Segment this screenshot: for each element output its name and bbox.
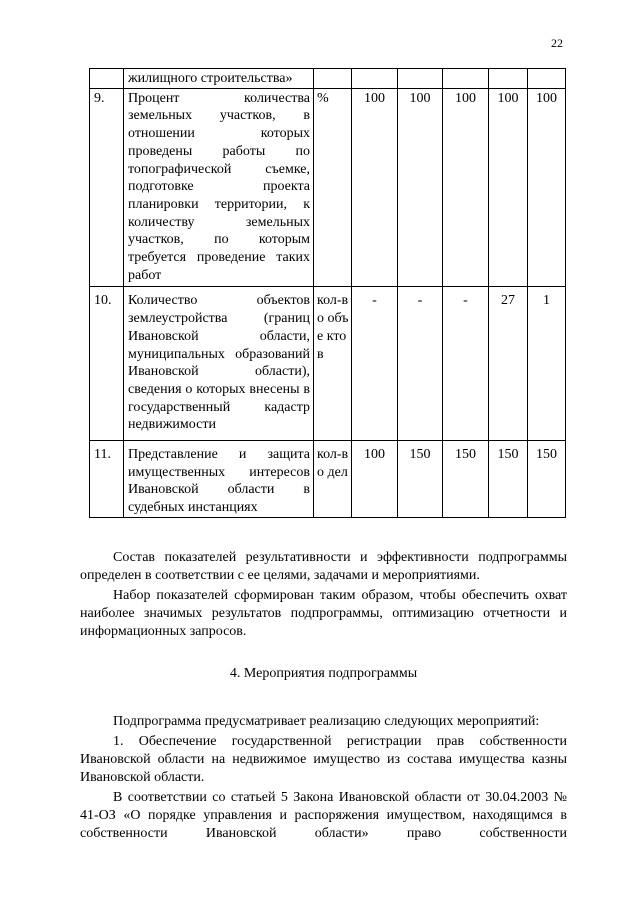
- row-number: 10.: [90, 287, 124, 441]
- table-row: [90, 69, 566, 89]
- paragraph: Состав показателей результативности и эффективности подпрограммы определен в соответствии с ее целями, задачами и мероприятиями.: [80, 550, 567, 583]
- indicator-value: 100: [528, 88, 566, 287]
- indicator-value: [443, 69, 489, 89]
- indicator-description: Представление и защита имущественных интересов Ивановской области в судебных инстанциях: [124, 441, 314, 518]
- paragraph: Подпрограмма предусматривает реализацию следующих мероприятий:: [113, 714, 540, 729]
- indicator-unit: кол-во дел: [314, 441, 352, 518]
- body-text: [80, 549, 567, 843]
- indicator-value: 100: [352, 88, 398, 287]
- section-title: 4. Мероприятия подпрограммы: [229, 666, 418, 681]
- paragraph: Набор показателей сформирован таким образом, чтобы обеспечить охват наиболее значимых результатов подпрограммы, оптимизацию отчетности и информационных запросов.: [80, 588, 567, 639]
- paragraph: 1. Обеспечение государственной регистрации прав собственности Ивановской области на недвижимое имущество из состава имущества казны Ивановской области.: [80, 734, 567, 785]
- indicator-value: 150: [443, 441, 489, 518]
- indicator-unit: кол-во объе ктов: [314, 287, 352, 441]
- indicator-value: [398, 69, 443, 89]
- table-row: [90, 88, 566, 287]
- indicator-value: 100: [352, 441, 398, 518]
- indicator-description: Процент количества земельных участков, в отношении которых проведены работы по топографической съемке, подготовке проекта планировки территории, к количеству земельных участков, по которым требуется проведение таких работ: [124, 88, 314, 287]
- table-row: [90, 287, 566, 441]
- indicator-description: Количество объектов землеустройства (границ Ивановской области, муниципальных образований Ивановской области), сведения о которых внесены в государственный кадастр недвижимости: [124, 287, 314, 441]
- paragraph: В соответствии со статьей 5 Закона Ивановской области от 30.04.2003 № 41-ОЗ «О порядке управления и распоряжения имуществом, находящимся в собственности Ивановской области» право собственности: [80, 790, 567, 841]
- row-number: 11.: [90, 441, 124, 518]
- indicator-value: 100: [443, 88, 489, 287]
- indicator-unit: [314, 69, 352, 89]
- page-number: 22: [551, 36, 563, 50]
- row-number: 9.: [90, 88, 124, 287]
- indicator-value: 1: [528, 287, 566, 441]
- indicator-value: 150: [528, 441, 566, 518]
- indicator-value: 100: [398, 88, 443, 287]
- indicator-value: 150: [489, 441, 528, 518]
- indicator-value: [352, 69, 398, 89]
- indicators-table: [89, 68, 566, 518]
- indicator-value: -: [443, 287, 489, 441]
- indicator-unit: %: [314, 88, 352, 287]
- row-number: [90, 69, 124, 89]
- indicator-value: [489, 69, 528, 89]
- indicator-value: 100: [489, 88, 528, 287]
- indicator-value: 27: [489, 287, 528, 441]
- indicator-value: 150: [398, 441, 443, 518]
- indicator-value: -: [398, 287, 443, 441]
- indicator-description: жилищного строительства»: [124, 69, 314, 89]
- indicator-value: [528, 69, 566, 89]
- table-row: [90, 441, 566, 518]
- indicator-value: -: [352, 287, 398, 441]
